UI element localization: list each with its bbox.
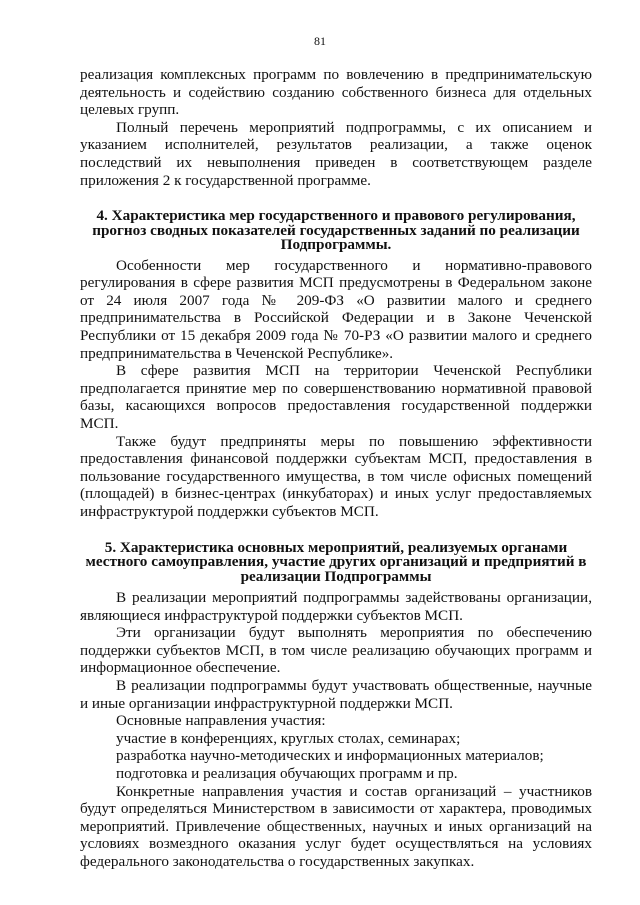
page-number: 81: [314, 34, 326, 48]
section-5-paragraph-3: В реализации подпрограммы будут участвовать общественные, научные и иные организации инфраструктурной поддержки МСП.: [80, 677, 592, 712]
section-5-list-intro: Основные направления участия:: [116, 712, 326, 730]
page-content: [80, 66, 592, 871]
section-4-paragraph-1: Особенности мер государственного и нормативно-правового регулирования в сфере развития МСП предусмотрены в Федеральном законе от 24 июля 2007 года № 209-ФЗ «О развитии малого и среднего предпринимательства в Российской Федерации и в Законе Чеченской Республики от 15 декабря 2009 года № 70-РЗ «О развитии малого и среднего предпринимательства в Чеченской Республике».: [80, 256, 592, 362]
section-5-heading: 5. Характеристика основных мероприятий, реализуемых органами местного самоуправления, участие других организаций и предприятий в реализации Подпрограммы: [85, 538, 587, 585]
section-4-paragraph-3: Также будут предприняты меры по повышению эффективности предоставления финансовой поддержки субъектам МСП, предоставления в пользование государственного имущества, в том числе офисных помещений (площадей) в бизнес-центрах (инкубаторах) и иных услуг предоставляемых инфраструктурой поддержки субъектов МСП.: [80, 432, 592, 520]
list-item: подготовка и реализация обучающих программ и пр.: [116, 765, 458, 782]
section-5-paragraph-4: Конкретные направления участия и состав организаций – участников будут определяться Министерством в зависимости от характера, проводимых мероприятий. Привлечение общественных, научных и иных организаций на условиях возмездного оказания услуг будет осуществляться на условиях федерального законодательства о государственных закупках.: [80, 782, 592, 870]
list-item: участие в конференциях, круглых столах, семинарах;: [116, 729, 461, 747]
section-4-paragraph-2: В сфере развития МСП на территории Чеченской Республики предполагается принятие мер по совершенствованию нормативной правовой базы, касающихся вопросов предоставления государственной поддержки МСП.: [80, 362, 592, 432]
section-5-paragraph-1: В реализации мероприятий подпрограммы задействованы организации, являющиеся инфраструктурой поддержки субъектов МСП.: [80, 589, 592, 624]
intro-paragraph-2: Полный перечень мероприятий подпрограммы, с их описанием и указанием исполнителей, результатов реализации, а также оценок последствий их невыполнения приведен в соответствующем разделе приложения 2 к государственной программе.: [80, 118, 592, 189]
list-item: разработка научно-методических и информационных материалов;: [116, 747, 544, 765]
section-5-paragraph-2: Эти организации будут выполнять мероприятия по обеспечению поддержки субъектов МСП, в том числе реализацию обучающих программ и информационное обеспечение.: [80, 624, 592, 677]
intro-paragraph-1: реализация комплексных программ по вовлечению в предпринимательскую деятельность и содействию созданию собственного бизнеса для отдельных целевых групп.: [80, 66, 592, 119]
section-4-heading: 4. Характеристика мер государственного и правового регулирования, прогноз сводных показателей государственных заданий по реализации Подпрограммы.: [92, 207, 580, 254]
